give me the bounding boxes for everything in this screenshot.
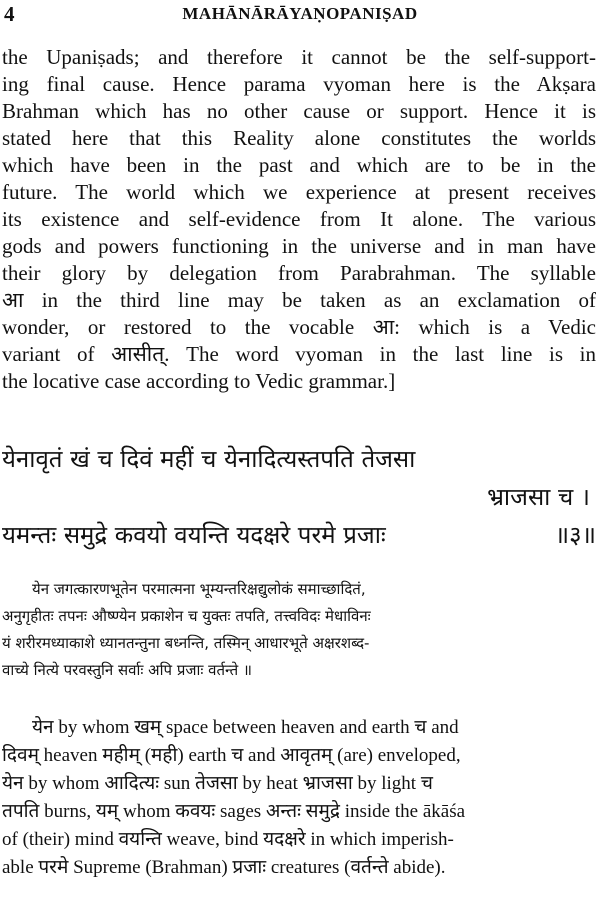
commentary-line: येन जगत्कारणभूतेन परमात्मना भूम्यन्तरिक्षद्युलोकं समाच्छादितं, [32,580,366,598]
gloss-line: येन by whom खम् space between heaven and earth च and [32,717,459,738]
page-number: 4 [4,2,15,26]
commentary-line: आ in the third line may be taken as an exclamation of [2,288,596,312]
commentary-line: the Upaniṣads; and therefore it cannot be the self-support- [2,45,596,69]
gloss-line: तपति burns, यम् whom कवयः sages अन्तः समुद्रे inside the ākāśa [2,801,466,822]
commentary-line: Brahman which has no other cause or support. Hence it is [2,99,596,123]
commentary-line: ing final cause. Hence parama vyoman here is the Akṣara [2,72,596,96]
sanskrit-verse [2,440,596,554]
commentary-line: वाच्ये नित्ये परवस्तुनि सर्वाः अपि प्रजाः वर्तन्ते ॥ [2,661,252,679]
verse-line: येनावृतं खं च दिवं महीं च येनादित्यस्तपति तेजसा [2,445,416,473]
commentary-line: future. The world which we experience at present receives [2,180,596,204]
commentary-paragraph [2,44,596,395]
gloss-line: of (their) mind वयन्ति weave, bind यदक्षरे in which imperish- [2,829,454,850]
commentary-line: अनुगृहीतः तपनः औष्ण्येन प्रकाशेन च युक्तः तपति, तत्त्वविदः मेधाविनः [2,607,371,625]
commentary-line: the locative case according to Vedic grammar.] [2,369,396,393]
gloss-line: दिवम् heaven महीम् (मही) earth च and आवृतम् (are) enveloped, [2,745,461,766]
commentary-line: their glory by delegation from Parabrahman. The syllable [2,261,596,285]
gloss-line: able परमे Supreme (Brahman) प्रजाः creatures (वर्तन्ते abide). [2,857,446,878]
commentary-line: variant of आसीत्. The word vyoman in the last line is in [2,342,596,366]
verse-line: भ्राजसा च । [487,483,590,511]
verse-line [2,516,596,554]
commentary-line: यं शरीरमध्याकाशे ध्यानतन्तुना बध्नन्ति, तस्मिन् आधारभूते अक्षरशब्द- [2,634,370,652]
commentary-line: which have been in the past and which are to be in the [2,153,596,177]
commentary-line: gods and powers functioning in the universe and in man have [2,234,596,258]
verse-text: यमन्तः समुद्रे कवयो वयन्ति यदक्षरे परमे प्रजाः [2,521,386,549]
gloss-line: येन by whom आदित्यः sun तेजसा by heat भ्राजसा by light च [2,773,433,794]
verse-number: ॥३॥ [554,521,596,549]
commentary-line: its existence and self-evidence from It alone. The various [2,207,596,231]
running-title: MAHĀNĀRĀYAṆOPANIṢAD [182,4,418,23]
commentary-line: stated here that this Reality alone constitutes the worlds [2,126,596,150]
word-gloss [2,714,596,882]
page-header [0,0,600,30]
sanskrit-commentary [2,576,596,684]
commentary-line: wonder, or restored to the vocable आ: which is a Vedic [2,315,596,339]
